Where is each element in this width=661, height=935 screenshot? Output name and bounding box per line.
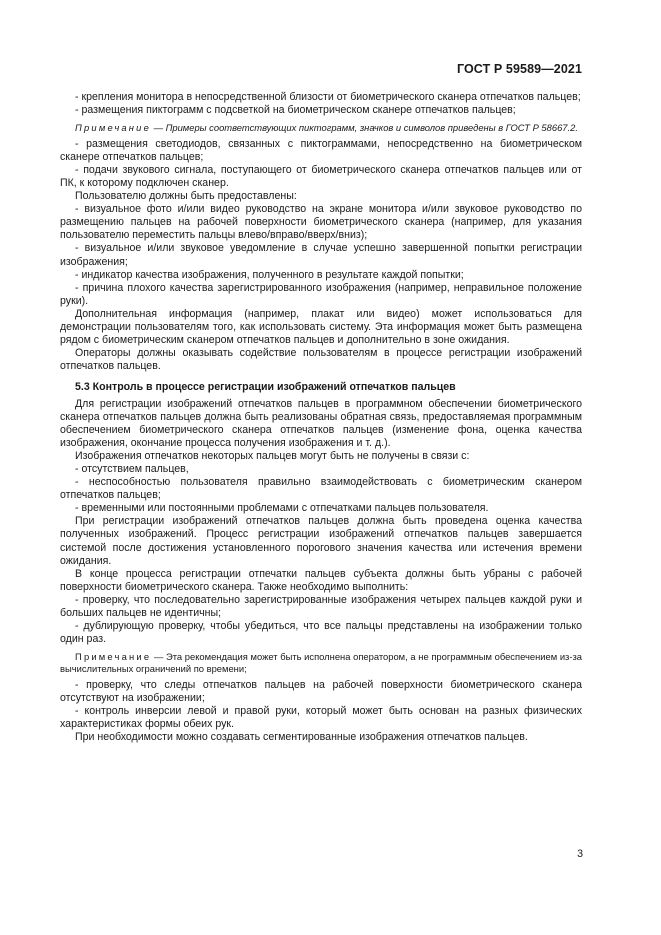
list-item: - подачи звукового сигнала, поступающего от биометрического сканера отпечатков пальцев или от ПК, к которому подключен сканер. <box>60 164 582 190</box>
list-item: - временными или постоянными проблемами с отпечатками пальцев пользователя. <box>75 502 489 515</box>
paragraph: Для регистрации изображений отпечатков пальцев в программном обеспечении биометрического сканера отпечатков пальцев должна быть реализованы обратная связь, предоставляемая программным обеспечением биометрического сканера отпечатков пальцев (изменение фона, оценка качества изображения, окончание процесса получения изображения и т. д.). <box>60 397 582 450</box>
page-number: 3 <box>577 848 583 860</box>
list-item: - размещения пиктограмм с подсветкой на биометрическом сканере отпечатков пальцев; <box>75 104 516 117</box>
list-item: - причина плохого качества зарегистрированного изображения (например, неправильное положение руки). <box>60 281 582 307</box>
paragraph: В конце процесса регистрации отпечатки пальцев субъекта должны быть убраны с рабочей поверхности биометрического сканера. Также необходимо выполнить: <box>60 567 582 593</box>
note <box>60 122 582 134</box>
list-item: - отсутствием пальцев, <box>75 463 189 476</box>
note-text: — Эта рекомендация может быть исполнена оператором, а не программным обеспечением из-за вычислительных ограничений по времени; <box>60 650 582 674</box>
list-item: - контроль инверсии левой и правой руки, который может быть основан на разных физических характеристиках формы обеих рук. <box>60 704 582 731</box>
note-label: Примечание <box>75 650 152 662</box>
paragraph: Операторы должны оказывать содействие пользователям в процессе регистрации изображений отпечатков пальцев. <box>60 346 582 372</box>
paragraph: При регистрации изображений отпечатков пальцев должна быть проведена оценка качества полученных изображений. Процесс регистрации изображений отпечатков пальцев завершается системой после достижения установленного порогового значения качества или истечения времени ожидания. <box>60 515 582 567</box>
paragraph: Дополнительная информация (например, плакат или видео) может использоваться для демонстрации пользователям того, как использовать систему. Эта информация может быть размещена рядом с биометрическим сканером отпечатков пальцев и дополнительно в зоне ожидания. <box>60 307 582 346</box>
list-item: - проверку, что последовательно зарегистрированные изображения четырех пальцев каждой руки и больших пальцев не идентичны; <box>60 593 582 619</box>
list-item: - неспособностью пользователя правильно взаимодействовать с биометрическим сканером отпечатков пальцев; <box>60 476 582 502</box>
list-item: - размещения светодиодов, связанных с пиктограммами, непосредственно на биометрическом сканере отпечатков пальцев; <box>60 138 582 164</box>
list-item: - проверку, что следы отпечатков пальцев на рабочей поверхности биометрического сканера отсутствуют на изображении; <box>60 678 582 704</box>
section-heading: 5.3 Контроль в процессе регистрации изображений отпечатков пальцев <box>75 380 456 393</box>
list-item: - дублирующую проверку, чтобы убедиться, что все пальцы представлены на изображении только один раз. <box>60 619 582 645</box>
document-id: ГОСТ Р 59589—2021 <box>456 62 582 76</box>
list-item: - визуальное и/или звуковое уведомление в случае успешно завершенной попытки регистрации изображения; <box>60 242 582 268</box>
list-item: - индикатор качества изображения, полученного в результате каждой попытки; <box>75 268 464 281</box>
paragraph: Пользователю должны быть предоставлены: <box>75 190 297 203</box>
list-item: - крепления монитора в непосредственной близости от биометрического сканера отпечатков пальцев; <box>75 91 581 103</box>
main-text <box>60 91 582 744</box>
paragraph: При необходимости можно создавать сегментированные изображения отпечатков пальцев. <box>75 731 528 744</box>
paragraph: Изображения отпечатков некоторых пальцев могут быть не получены в связи с: <box>75 450 470 463</box>
note-label: Примечание <box>75 122 151 134</box>
note-text: — Примеры соответствующих пиктограмм, значков и символов приведены в ГОСТ Р 58667.2. <box>151 122 578 134</box>
note <box>60 651 582 675</box>
list-item: - визуальное фото и/или видео руководство на экране монитора и/или звуковое руководство по размещению пальцев на рабочей поверхности биометрического сканера (например, для указания пользователю переместить пальцы влево/вправо/вверх/вниз); <box>60 203 582 242</box>
